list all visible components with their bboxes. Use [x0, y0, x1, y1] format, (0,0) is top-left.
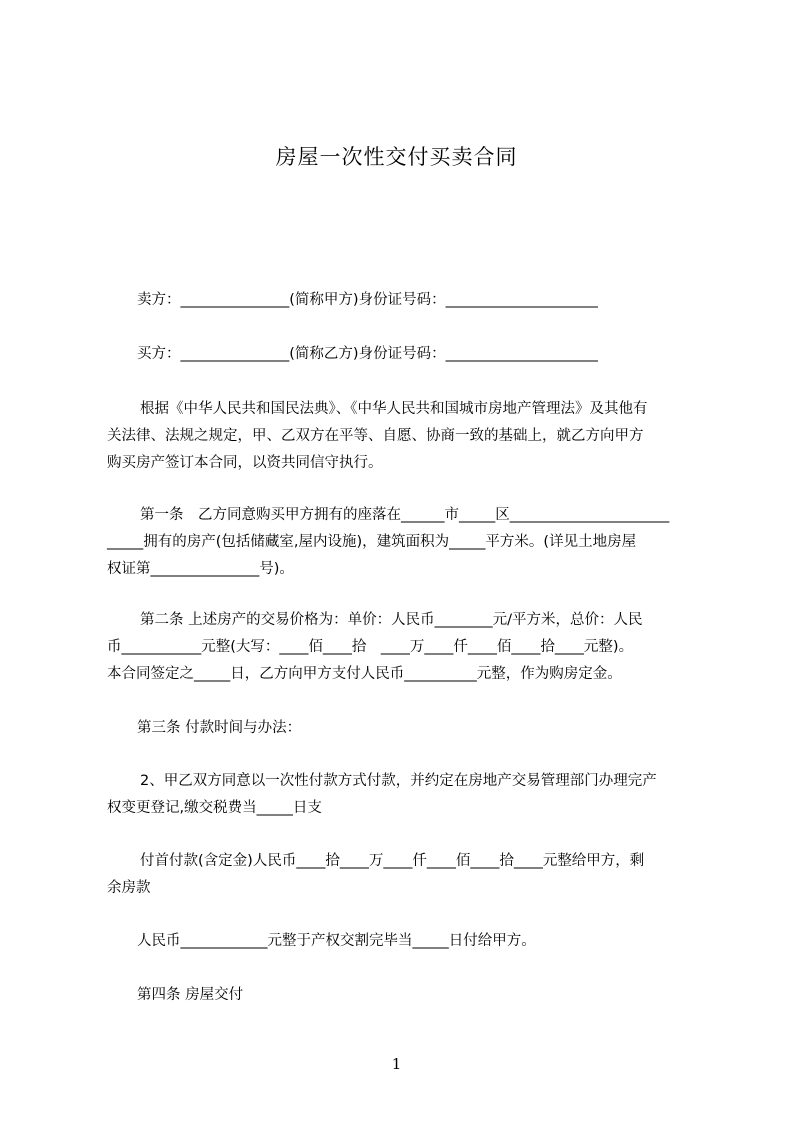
intro-line: 购买房产签订本合同，以资共同信守执行。	[107, 455, 383, 471]
article1-line: _____拥有的房产(包括储藏室,屋内设施)，建筑面积为_____平方米。(详见土地房屋	[107, 534, 637, 550]
buyer-line: 买方：_______________(简称乙方)身份证号码：_____________________	[137, 346, 598, 362]
article4-heading: 第四条 房屋交付	[137, 987, 244, 1003]
article2-line: 第二条 上述房产的交易价格为：单价：人民币________元/平方米，总价：人民	[140, 612, 643, 628]
intro-line: 关法律、法规之规定，甲、乙双方在平等、自愿、协商一致的基础上，就乙方向甲方	[107, 428, 644, 444]
article1-line: 权证第_______________号)。	[107, 561, 294, 577]
article3-item2-line: 权变更登记,缴交税费当_____日支	[107, 800, 322, 816]
article2-line: 币___________元整(大写：____佰____拾 ____万____仟____佰____拾____元整)。	[107, 639, 634, 655]
page-number: 1	[391, 1055, 402, 1073]
article2-line: 本合同签定之_____日，乙方向甲方支付人民币__________元整，作为购房定金。	[107, 666, 622, 682]
article3-payment-line: 余房款	[107, 880, 151, 896]
article3-remaining-line: 人民币____________元整于产权交割完毕当_____日付给甲方。	[137, 933, 536, 949]
intro-line: 根据《中华人民共和国民法典》、《中华人民共和国城市房地产管理法》及其他有	[140, 401, 648, 417]
document-title: 房屋一次性交付买卖合同	[275, 145, 518, 169]
seller-line: 卖方：_______________(简称甲方)身份证号码：_____________________	[137, 292, 598, 308]
article3-payment-line: 付首付款(含定金)人民币____拾____万____仟____佰____拾____元整给甲方，剩	[140, 853, 645, 869]
article3-item2-line: 2、甲乙双方同意以一次性付款方式付款，并约定在房地产交易管理部门办理完产	[140, 773, 657, 789]
article1-line: 第一条 乙方同意购买甲方拥有的座落在______市_____区______________________	[140, 507, 670, 523]
article3-heading: 第三条 付款时间与办法：	[137, 720, 302, 736]
